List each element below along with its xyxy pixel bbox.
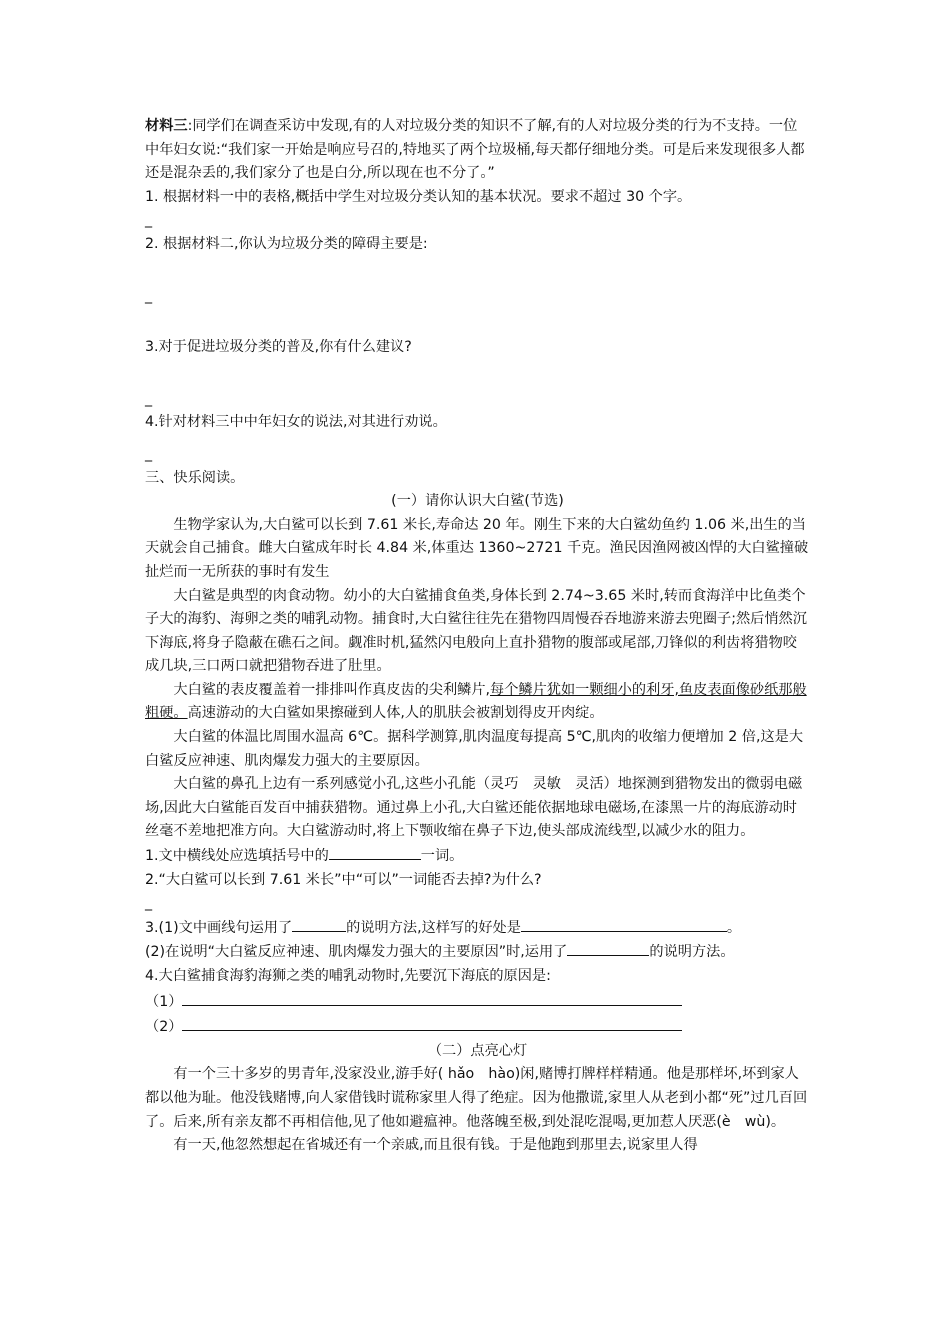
material3-text: :同学们在调查采访中发现,有的人对垃圾分类的知识不了解,有的人对垃圾分类的行为不支持。一位中年妇女说:“我们家一开始是响应号召的,特地买了两个垃圾桶,每天都仔细地分类。可是后来发现很多人都还是混杂丢的,我们家分了也是白分,所以现在也不分了。”	[145, 118, 805, 182]
answer-line[interactable]	[182, 989, 682, 1006]
material3-label: 材料三	[145, 118, 188, 134]
reading-1-paragraph-1: 生物学家认为,大白鲨可以长到 7.61 米长,寿命达 20 年。刚生下来的大白鲨幼鱼约 1.06 米,出生的当天就会自己捕食。雌大白鲨成年时长 4.84 米,体重达 1360~2721 千克。渔民因渔网被凶悍的大白鲨撞破扯烂而一无所获的事时有发生	[145, 516, 809, 580]
section-3-heading: 三、快乐阅读。	[145, 469, 245, 486]
reading-1-paragraph-3: 大白鲨的表皮覆盖着一排排叫作真皮齿的尖利鳞片,每个鳞片犹如一颗细小的利牙,鱼皮表面像砂纸那般粗硬。高速游动的大白鲨如果擦碰到人体,人的肌肤会被割划得皮开肉绽。	[145, 681, 807, 722]
reading-2-paragraph-1: 有一个三十多岁的男青年,没家没业,游手好( hǎo hào)闲,赌博打牌样样精通。他是那样坏,坏到家人都以他为耻。他没钱赌博,向人家借钱时谎称家里人得了绝症。因为他撒谎,家里人从老到小都“死”过几百回了。后来,所有亲友都不再相信他,见了他如避瘟神。他落魄至极,到处混吃混喝,更加惹人厌恶(è wù)。	[145, 1066, 808, 1130]
document-page	[145, 115, 810, 1158]
fill-blank[interactable]	[329, 844, 421, 860]
answer-line[interactable]	[182, 1014, 682, 1031]
question-4: 4.针对材料三中中年妇女的说法,对其进行劝说。	[145, 414, 447, 431]
reading-1-paragraph-2: 大白鲨是典型的肉食动物。幼小的大白鲨捕食鱼类,身体长到 2.74~3.65 米时,转而食海洋中比鱼类个子大的海豹、海卵之类的哺乳动物。捕食时,大白鲨往往先在猎物四周慢吞吞地游来游去兜圈子;然后悄然沉下海底,将身子隐蔽在礁石之间。觑准时机,猛然闪电般向上直扑猎物的腹部或尾部,刀锋似的利齿将猎物咬成几块,三口两口就把猎物吞进了肚里。	[145, 587, 807, 675]
answer-blank-2[interactable]: _	[145, 287, 153, 304]
answer-blank-1[interactable]: _	[145, 212, 153, 229]
fill-blank[interactable]	[567, 940, 649, 956]
answer-blank-4[interactable]: _	[145, 445, 153, 462]
reading-1-question-3-2: (2)在说明“大白鲨反应神速、肌肉爆发力强大的主要原因”时,运用了 的说明方法。	[145, 940, 810, 965]
reading-1-title: (一）请你认识大白鲨(节选)	[391, 493, 564, 510]
reading-2-title: （二）点亮心灯	[427, 1042, 528, 1059]
reading-1-paragraph-4: 大白鲨的体温比周围水温高 6℃。据科学测算,肌肉温度每提高 5℃,肌肉的收缩力便增加 2 倍,这是大白鲨反应神速、肌肉爆发力强大的主要原因。	[145, 729, 804, 769]
underlined-sentence: 每个鳞片犹如一颗细小的利牙,鱼皮表面像砂纸那般粗硬。	[145, 681, 807, 722]
question-2: 2. 根据材料二,你认为垃圾分类的障碍主要是:	[145, 235, 428, 252]
reading-1-paragraph-5: 大白鲨的鼻孔上边有一系列感觉小孔,这些小孔能（灵巧 灵敏 灵活）地探测到猎物发出的微弱电磁场,因此大白鲨能百发百中捕获猎物。通过鼻上小孔,大白鲨还能依据地球电磁场,在漆黑一片的海底游动时丝毫不差地把准方向。大白鲨游动时,将上下颚收缩在鼻子下边,使头部成流线型,以减少水的阻力。	[145, 776, 803, 840]
reading-1-question-4-answer-2: （2）	[145, 1014, 810, 1040]
fill-blank[interactable]	[521, 916, 727, 932]
answer-blank-3[interactable]: _	[145, 390, 153, 407]
reading-1-question-4: 4.大白鲨捕食海豹海狮之类的哺乳动物时,先要沉下海底的原因是:	[145, 968, 551, 984]
fill-blank[interactable]	[292, 916, 346, 932]
answer-blank-r1q2[interactable]: _	[145, 895, 153, 912]
reading-1-question-3-1: 3.(1)文中画线句运用了 的说明方法,这样写的好处是 。	[145, 916, 810, 941]
reading-2-paragraph-2: 有一天,他忽然想起在省城还有一个亲戚,而且很有钱。于是他跑到那里去,说家里人得	[173, 1137, 698, 1154]
reading-1-question-1: 1.文中横线处应选填括号中的 一词。	[145, 844, 810, 869]
question-3: 3.对于促进垃圾分类的普及,你有什么建议?	[145, 339, 412, 356]
reading-1-question-2: 2.“大白鲨可以长到 7.61 米长”中“可以”一词能否去掉?为什么?	[145, 871, 542, 888]
material3-paragraph	[145, 115, 810, 186]
reading-1-question-4-answer-1: （1）	[145, 989, 810, 1015]
question-1: 1. 根据材料一中的表格,概括中学生对垃圾分类认知的基本状况。要求不超过 30 个字。	[145, 188, 692, 205]
